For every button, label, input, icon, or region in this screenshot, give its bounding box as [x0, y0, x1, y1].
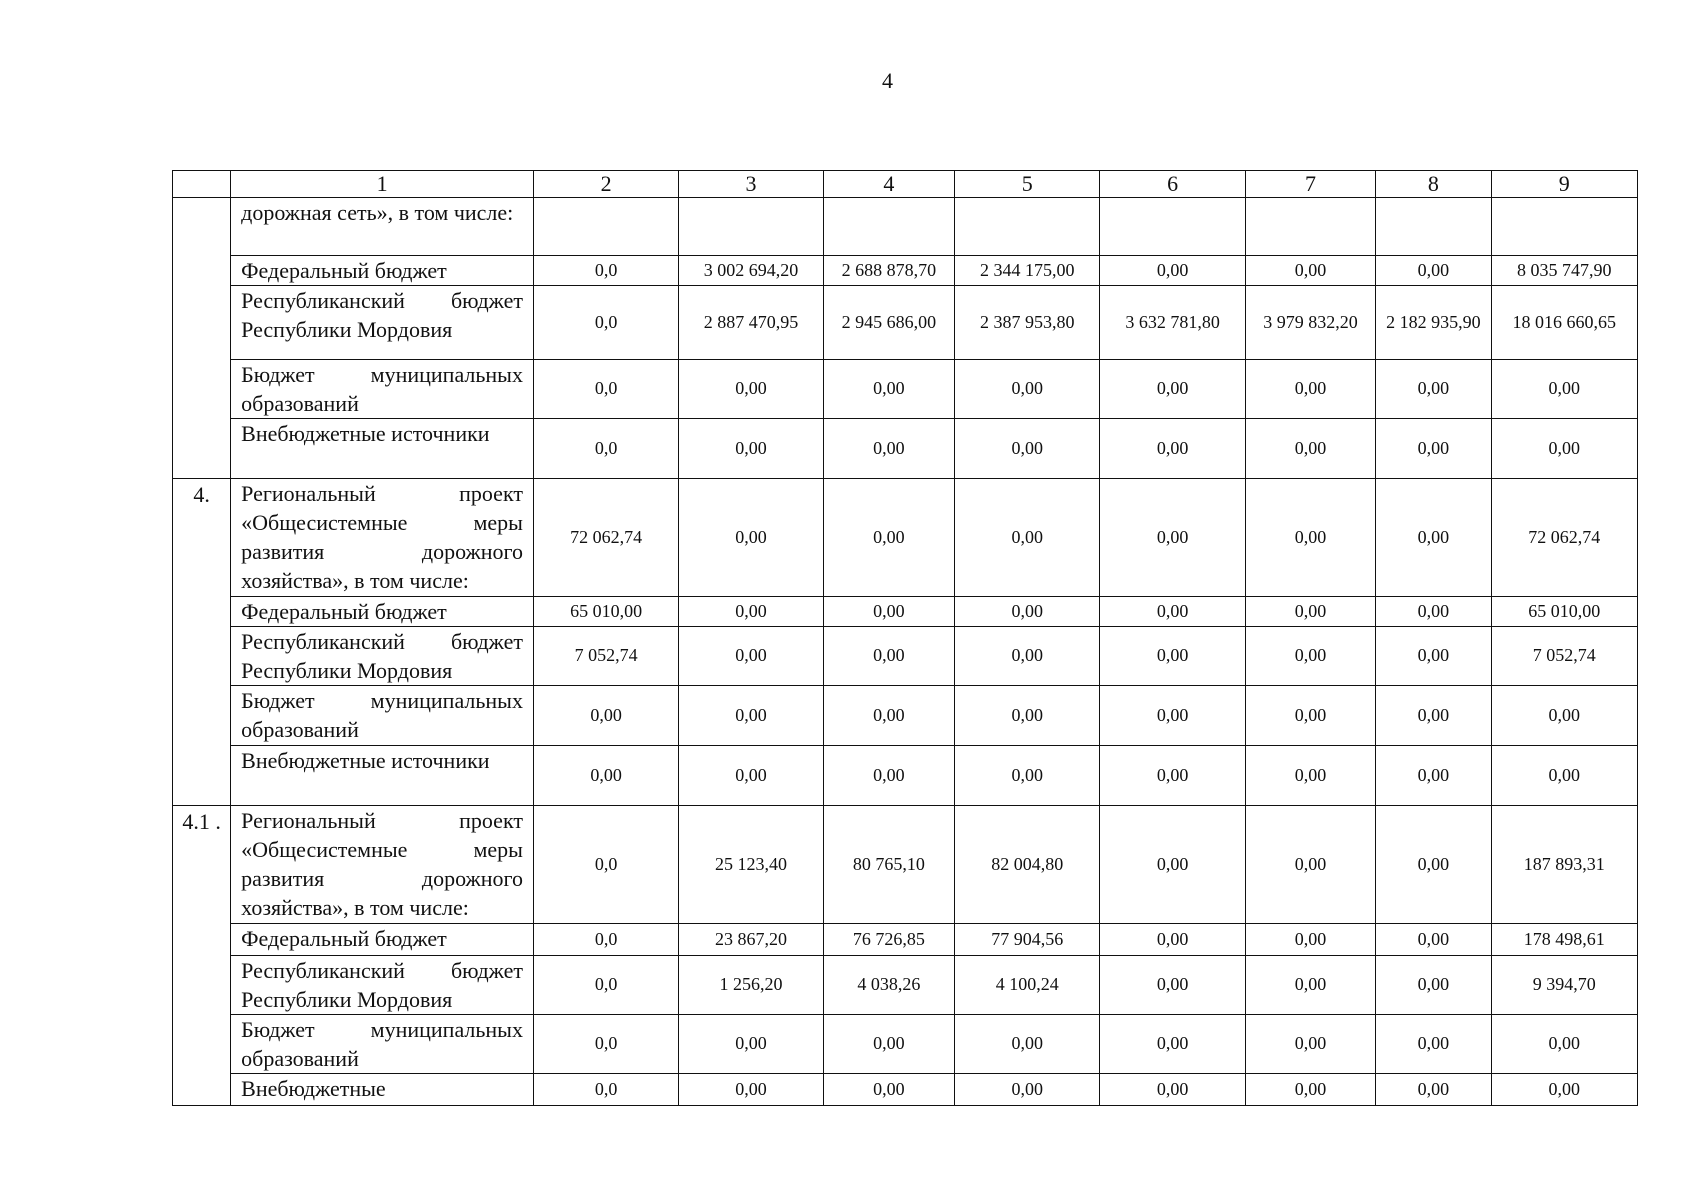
value-cell: 0,00 — [955, 419, 1100, 479]
value-cell: 65 010,00 — [533, 597, 678, 627]
row-name-cell: дорожная сеть», в том числе: — [231, 198, 534, 256]
value-cell: 0,00 — [1376, 479, 1491, 597]
value-cell: 0,00 — [1245, 360, 1375, 419]
value-cell: 0,00 — [955, 627, 1100, 686]
value-cell: 0,00 — [533, 686, 678, 746]
value-cell: 187 893,31 — [1491, 806, 1637, 924]
value-cell: 0,00 — [1100, 479, 1245, 597]
row-name-cell: Республиканский бюджет Республики Мордовия — [231, 956, 534, 1015]
table-row — [173, 806, 1638, 924]
value-cell: 77 904,56 — [955, 924, 1100, 956]
value-cell: 0,00 — [1491, 746, 1637, 806]
value-cell: 4 100,24 — [955, 956, 1100, 1015]
value-cell: 8 035 747,90 — [1491, 256, 1637, 286]
value-cell: 0,00 — [1100, 627, 1245, 686]
value-cell: 9 394,70 — [1491, 956, 1637, 1015]
value-cell: 2 688 878,70 — [823, 256, 954, 286]
value-cell: 0,00 — [955, 686, 1100, 746]
value-cell: 65 010,00 — [1491, 597, 1637, 627]
value-cell: 0,00 — [1245, 597, 1375, 627]
header-cell: 9 — [1491, 171, 1637, 198]
table-row — [173, 627, 1638, 686]
table-row — [173, 198, 1638, 256]
value-cell: 0,0 — [533, 1015, 678, 1074]
value-cell: 0,00 — [1245, 956, 1375, 1015]
value-cell: 0,00 — [679, 419, 823, 479]
table-row — [173, 746, 1638, 806]
header-cell: 7 — [1245, 171, 1375, 198]
value-cell: 7 052,74 — [1491, 627, 1637, 686]
value-cell: 0,00 — [823, 627, 954, 686]
value-cell: 0,00 — [955, 1015, 1100, 1074]
header-cell: 2 — [533, 171, 678, 198]
value-cell: 0,00 — [1376, 1015, 1491, 1074]
value-cell: 72 062,74 — [533, 479, 678, 597]
page-number: 4 — [882, 68, 893, 93]
value-cell — [1100, 198, 1245, 256]
value-cell: 2 344 175,00 — [955, 256, 1100, 286]
table-row — [173, 360, 1638, 419]
value-cell: 0,00 — [1245, 479, 1375, 597]
value-cell: 0,00 — [1376, 686, 1491, 746]
value-cell: 0,00 — [1100, 806, 1245, 924]
value-cell: 0,00 — [679, 686, 823, 746]
header-cell: 1 — [231, 171, 534, 198]
value-cell: 25 123,40 — [679, 806, 823, 924]
value-cell: 0,00 — [1245, 256, 1375, 286]
value-cell: 72 062,74 — [1491, 479, 1637, 597]
value-cell: 0,00 — [1100, 956, 1245, 1015]
value-cell: 76 726,85 — [823, 924, 954, 956]
value-cell: 0,00 — [1376, 1074, 1491, 1106]
value-cell — [533, 198, 678, 256]
row-name-cell: Республиканский бюджет Республики Мордовия — [231, 627, 534, 686]
value-cell — [1245, 198, 1375, 256]
table-row — [173, 419, 1638, 479]
row-name-cell: Бюджет муниципальных образований — [231, 686, 534, 746]
value-cell — [679, 198, 823, 256]
value-cell: 0,00 — [1100, 686, 1245, 746]
value-cell: 0,0 — [533, 256, 678, 286]
header-cell: 3 — [679, 171, 823, 198]
value-cell: 0,00 — [955, 479, 1100, 597]
value-cell: 0,00 — [955, 360, 1100, 419]
value-cell: 0,00 — [679, 627, 823, 686]
table-row — [173, 1015, 1638, 1074]
table-row — [173, 1074, 1638, 1106]
value-cell: 0,00 — [823, 1015, 954, 1074]
table-row — [173, 479, 1638, 597]
value-cell: 0,00 — [823, 597, 954, 627]
value-cell: 0,0 — [533, 806, 678, 924]
value-cell: 0,00 — [1376, 924, 1491, 956]
value-cell: 0,00 — [533, 746, 678, 806]
value-cell: 0,00 — [1376, 627, 1491, 686]
header-cell: 6 — [1100, 171, 1245, 198]
value-cell: 0,00 — [955, 746, 1100, 806]
value-cell: 0,00 — [1100, 419, 1245, 479]
value-cell: 0,00 — [1376, 419, 1491, 479]
value-cell: 0,00 — [1100, 1074, 1245, 1106]
value-cell: 0,00 — [1100, 597, 1245, 627]
value-cell: 0,00 — [679, 746, 823, 806]
header-cell: 4 — [823, 171, 954, 198]
value-cell: 0,00 — [1376, 956, 1491, 1015]
row-name-cell: Внебюджетные — [231, 1074, 534, 1106]
header-cell: 5 — [955, 171, 1100, 198]
value-cell — [955, 198, 1100, 256]
value-cell: 0,00 — [823, 479, 954, 597]
value-cell: 0,00 — [1245, 806, 1375, 924]
row-name-cell: Региональный проект «Общесистемные меры развития дорожного хозяйства», в том числе: — [231, 479, 534, 597]
value-cell: 0,00 — [679, 1074, 823, 1106]
value-cell: 0,00 — [679, 1015, 823, 1074]
table-row — [173, 686, 1638, 746]
value-cell: 0,00 — [1245, 419, 1375, 479]
value-cell: 0,0 — [533, 419, 678, 479]
table-row — [173, 956, 1638, 1015]
row-name-cell: Республиканский бюджет Республики Мордовия — [231, 286, 534, 360]
table-row — [173, 597, 1638, 627]
value-cell — [823, 198, 954, 256]
value-cell: 178 498,61 — [1491, 924, 1637, 956]
row-name-cell: Федеральный бюджет — [231, 924, 534, 956]
value-cell: 0,00 — [1376, 746, 1491, 806]
value-cell: 0,00 — [955, 597, 1100, 627]
value-cell: 0,00 — [955, 1074, 1100, 1106]
value-cell: 0,00 — [1245, 1074, 1375, 1106]
row-name-cell: Бюджет муниципальных образований — [231, 1015, 534, 1074]
value-cell: 2 887 470,95 — [679, 286, 823, 360]
value-cell: 4 038,26 — [823, 956, 954, 1015]
table-row — [173, 256, 1638, 286]
value-cell: 23 867,20 — [679, 924, 823, 956]
value-cell: 0,00 — [1245, 924, 1375, 956]
value-cell: 7 052,74 — [533, 627, 678, 686]
value-cell: 80 765,10 — [823, 806, 954, 924]
value-cell: 2 945 686,00 — [823, 286, 954, 360]
value-cell: 2 387 953,80 — [955, 286, 1100, 360]
row-index-cell: 4.1 . — [173, 806, 231, 1106]
value-cell: 0,00 — [823, 686, 954, 746]
value-cell: 0,0 — [533, 924, 678, 956]
value-cell: 0,0 — [533, 286, 678, 360]
value-cell: 82 004,80 — [955, 806, 1100, 924]
header-cell: 8 — [1376, 171, 1491, 198]
value-cell: 0,00 — [1100, 1015, 1245, 1074]
row-name-cell: Региональный проект «Общесистемные меры развития дорожного хозяйства», в том числе: — [231, 806, 534, 924]
row-index-cell — [173, 198, 231, 479]
row-name-cell: Федеральный бюджет — [231, 256, 534, 286]
value-cell: 0,0 — [533, 956, 678, 1015]
value-cell: 0,00 — [1245, 686, 1375, 746]
value-cell: 0,00 — [1491, 419, 1637, 479]
value-cell: 0,00 — [679, 479, 823, 597]
value-cell: 0,00 — [1245, 627, 1375, 686]
value-cell: 0,0 — [533, 1074, 678, 1106]
budget-table — [172, 170, 1638, 1106]
table-row — [173, 924, 1638, 956]
value-cell: 0,00 — [1491, 686, 1637, 746]
row-name-cell: Внебюджетные источники — [231, 419, 534, 479]
value-cell: 2 182 935,90 — [1376, 286, 1491, 360]
row-name-cell: Федеральный бюджет — [231, 597, 534, 627]
value-cell: 0,00 — [1376, 806, 1491, 924]
value-cell: 0,00 — [1491, 360, 1637, 419]
value-cell: 0,00 — [679, 360, 823, 419]
value-cell: 0,00 — [1491, 1015, 1637, 1074]
value-cell: 0,00 — [823, 746, 954, 806]
row-name-cell: Бюджет муниципальных образований — [231, 360, 534, 419]
value-cell: 0,00 — [1245, 746, 1375, 806]
value-cell: 0,00 — [1245, 1015, 1375, 1074]
row-index-cell: 4. — [173, 479, 231, 806]
value-cell — [1491, 198, 1637, 256]
value-cell: 0,00 — [1376, 256, 1491, 286]
header-row — [173, 171, 1638, 198]
row-name-cell: Внебюджетные источники — [231, 746, 534, 806]
value-cell: 0,00 — [1100, 360, 1245, 419]
table-row — [173, 286, 1638, 360]
value-cell: 0,0 — [533, 360, 678, 419]
value-cell: 0,00 — [1100, 256, 1245, 286]
value-cell: 0,00 — [823, 360, 954, 419]
value-cell: 0,00 — [1491, 1074, 1637, 1106]
value-cell: 18 016 660,65 — [1491, 286, 1637, 360]
value-cell: 0,00 — [679, 597, 823, 627]
value-cell: 0,00 — [1376, 360, 1491, 419]
value-cell: 0,00 — [823, 1074, 954, 1106]
value-cell: 0,00 — [1100, 924, 1245, 956]
value-cell: 0,00 — [1376, 597, 1491, 627]
value-cell: 3 979 832,20 — [1245, 286, 1375, 360]
value-cell: 3 002 694,20 — [679, 256, 823, 286]
header-cell — [173, 171, 231, 198]
value-cell: 3 632 781,80 — [1100, 286, 1245, 360]
value-cell: 0,00 — [823, 419, 954, 479]
value-cell: 1 256,20 — [679, 956, 823, 1015]
value-cell — [1376, 198, 1491, 256]
value-cell: 0,00 — [1100, 746, 1245, 806]
